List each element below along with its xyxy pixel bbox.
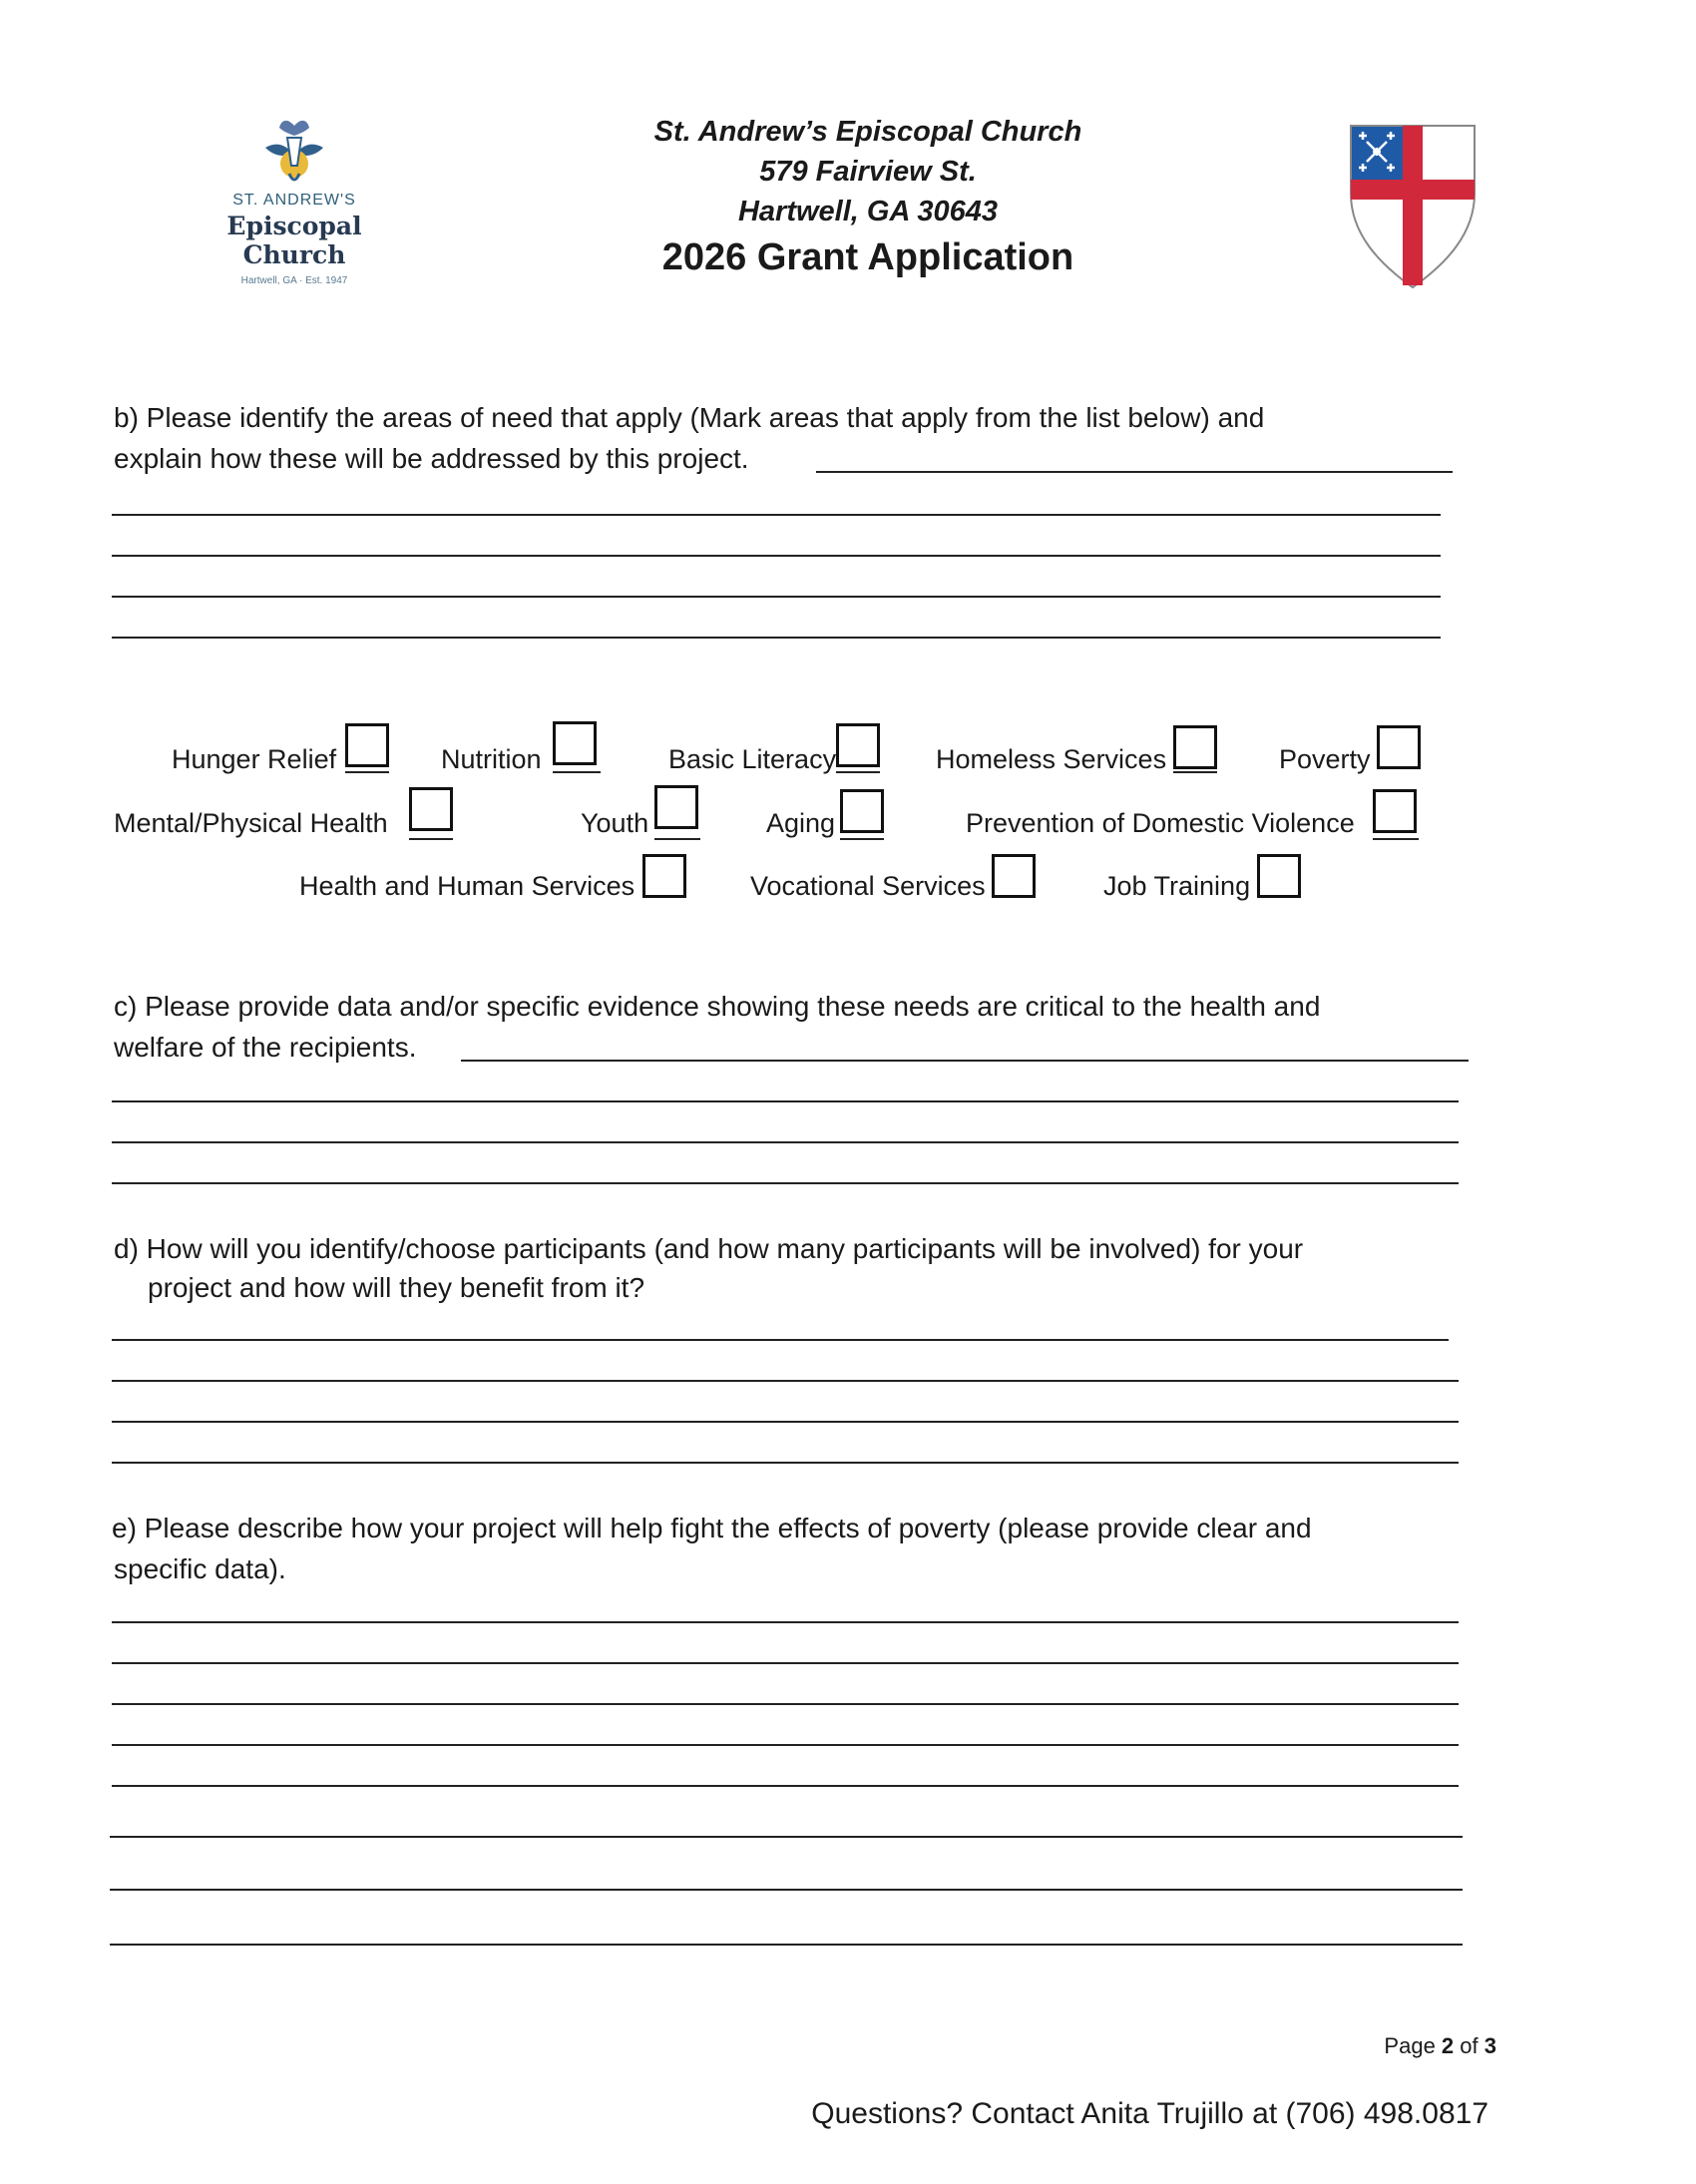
area-label-job-training: Job Training (1103, 871, 1251, 901)
area-label-homeless-services: Homeless Services (936, 744, 1167, 774)
question-e-line1: e) Please describe how your project will help fight the effects of poverty (please provide clear and (112, 1513, 1312, 1543)
checkbox-poverty[interactable] (1377, 725, 1421, 769)
answer-b-inline-field[interactable] (816, 471, 1453, 473)
church-logo (180, 118, 409, 286)
answer-e-line[interactable] (112, 1785, 1459, 1787)
page-total: 3 (1484, 2033, 1496, 2058)
page-title: 2026 Grant Application (661, 236, 1074, 278)
contact-line: Questions? Contact Anita Trujillo at (706) 498.0817 (811, 2097, 1488, 2130)
page-number (1384, 2033, 1496, 2059)
answer-b-line[interactable] (112, 637, 1441, 639)
checkbox-aging[interactable] (840, 789, 884, 833)
area-label-health-human-services: Health and Human Services (299, 871, 636, 901)
checkbox-domestic-violence[interactable] (1373, 789, 1417, 833)
checkbox-underline (1373, 838, 1419, 840)
answer-d-line[interactable] (112, 1462, 1459, 1464)
area-label-domestic-violence: Prevention of Domestic Violence (966, 808, 1355, 838)
question-d-line1: d) How will you identify/choose participants (and how many participants will be involved) for your (114, 1233, 1304, 1264)
question-b-line2: explain how these will be addressed by this project. (114, 443, 749, 474)
answer-c-inline-field[interactable] (461, 1060, 1469, 1062)
area-label-mental-physical-health: Mental/Physical Health (114, 808, 388, 838)
checkbox-underline (409, 838, 453, 840)
page-of: of (1454, 2033, 1484, 2058)
area-label-basic-literacy: Basic Literacy (668, 744, 837, 774)
checkbox-mental-physical-health[interactable] (409, 787, 453, 831)
answer-c-line[interactable] (112, 1141, 1459, 1143)
question-e-line2: specific data). (114, 1553, 286, 1584)
church-street: 579 Fairview St. (759, 156, 977, 188)
answer-c-line[interactable] (112, 1100, 1459, 1102)
answer-b-line[interactable] (112, 555, 1441, 557)
logo-name: Episcopal Church (226, 212, 362, 269)
page-current: 2 (1441, 2033, 1455, 2058)
area-label-nutrition: Nutrition (441, 744, 542, 774)
checkbox-underline (654, 838, 700, 840)
checkbox-underline (553, 771, 601, 773)
question-b-line1: b) Please identify the areas of need that apply (Mark areas that apply from the list below) and (114, 402, 1265, 433)
episcopal-shield-icon (1349, 124, 1477, 294)
page-header (559, 112, 1177, 283)
answer-c-line[interactable] (112, 1182, 1459, 1184)
question-c-line2: welfare of the recipients. (114, 1032, 417, 1063)
logo-tagline: Hartwell, GA · Est. 1947 (240, 275, 348, 286)
answer-e-line[interactable] (110, 1944, 1463, 1946)
checkbox-underline (836, 771, 880, 773)
area-label-poverty: Poverty (1279, 744, 1371, 774)
logo-subtitle: ST. ANDREW'S (232, 192, 356, 209)
checkbox-nutrition[interactable] (553, 721, 597, 765)
dove-logo-icon (259, 118, 329, 190)
answer-e-line[interactable] (110, 1889, 1463, 1891)
answer-e-line[interactable] (112, 1621, 1459, 1623)
church-name: St. Andrew’s Episcopal Church (653, 116, 1082, 148)
question-c-line1: c) Please provide data and/or specific evidence showing these needs are critical to the health and (114, 991, 1321, 1022)
area-label-youth: Youth (581, 808, 649, 838)
answer-e-line[interactable] (110, 1836, 1463, 1838)
checkbox-hunger-relief[interactable] (345, 723, 389, 767)
checkbox-vocational-services[interactable] (992, 854, 1036, 898)
page-prefix: Page (1384, 2033, 1442, 2058)
answer-b-line[interactable] (112, 596, 1441, 598)
checkbox-youth[interactable] (654, 785, 698, 829)
checkbox-homeless-services[interactable] (1173, 725, 1217, 769)
answer-e-line[interactable] (112, 1744, 1459, 1746)
checkbox-basic-literacy[interactable] (836, 723, 880, 767)
checkbox-underline (345, 771, 389, 773)
church-city: Hartwell, GA 30643 (737, 196, 999, 227)
area-label-hunger-relief: Hunger Relief (172, 744, 337, 774)
checkbox-job-training[interactable] (1257, 854, 1301, 898)
answer-e-line[interactable] (112, 1662, 1459, 1664)
area-label-aging: Aging (766, 808, 836, 838)
checkbox-underline (1173, 771, 1217, 773)
area-label-vocational-services: Vocational Services (750, 871, 986, 901)
question-d-line2: project and how will they benefit from it? (148, 1272, 645, 1303)
answer-d-line[interactable] (112, 1421, 1459, 1423)
checkbox-health-human-services[interactable] (642, 854, 686, 898)
answer-b-line[interactable] (112, 514, 1441, 516)
answer-d-line[interactable] (112, 1380, 1459, 1382)
answer-d-line[interactable] (112, 1339, 1449, 1341)
checkbox-underline (840, 838, 884, 840)
answer-e-line[interactable] (112, 1703, 1459, 1705)
